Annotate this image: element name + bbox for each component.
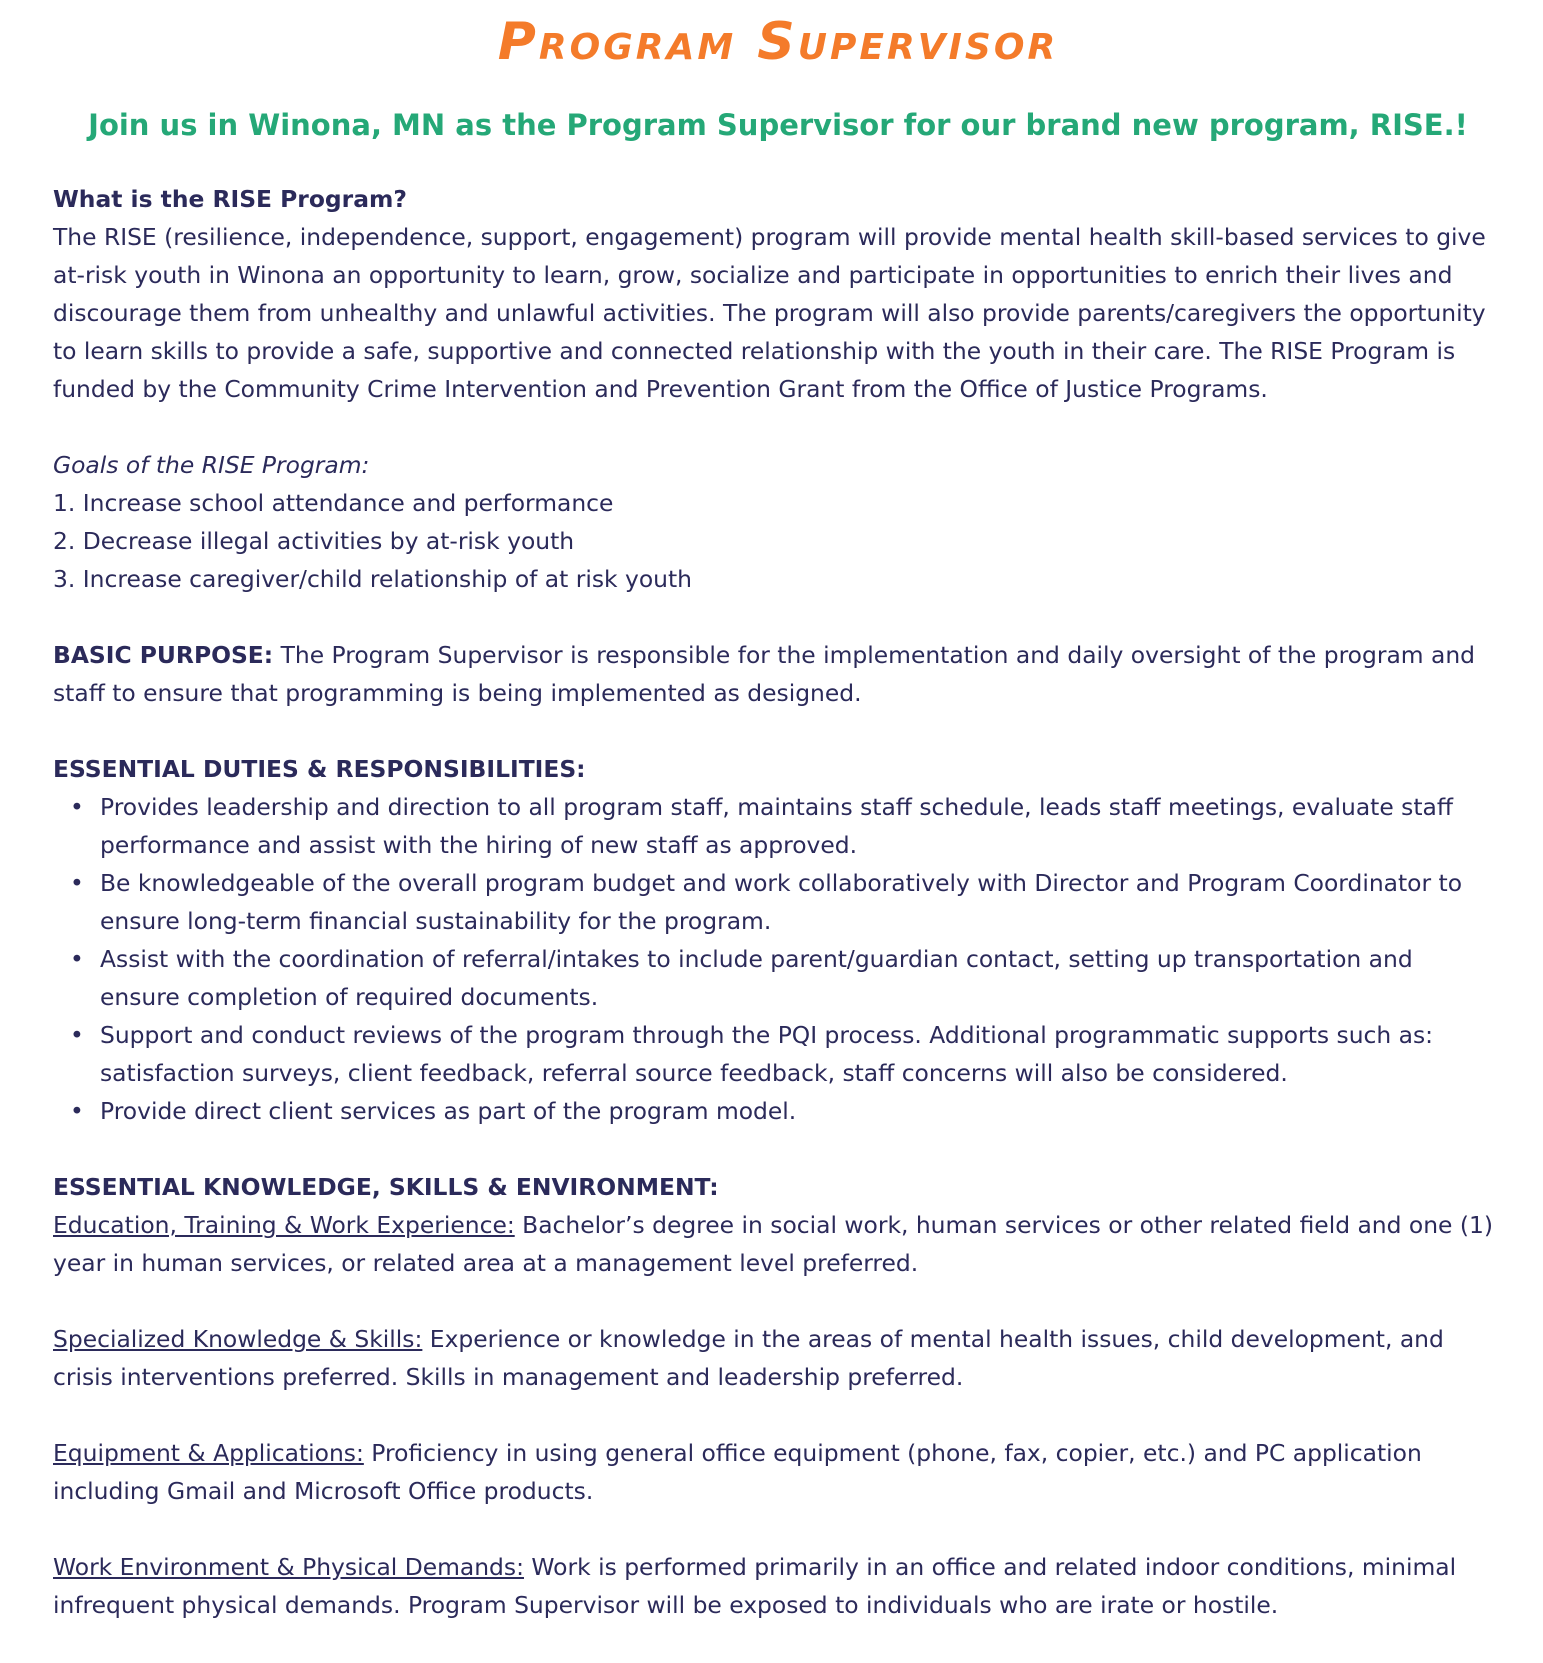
duty-text: Assist with the coordination of referral/intakes to include parent/guardian contact, setting up transportation and ensure completion of required documents. [100,945,1413,1011]
what-is-heading: What is the RISE Program? [53,185,407,213]
duty-item [70,1092,1493,1130]
education-text: Bachelor’s degree in social work, human services or other related field and one (1) year in human services, or related area at a management level preferred. [53,1211,1494,1277]
skills-paragraph [53,1320,1493,1396]
work-environment-text: Work is performed primarily in an office and related indoor conditions, minimal infrequent physical demands. Program Supervisor will be exposed to individuals who are irate or hostile. [53,1553,1457,1619]
goal-item: 3. Increase caregiver/child relationship of at risk youth [53,565,693,593]
page-title: Program Supervisor [497,12,1059,72]
what-is-text: The RISE (resilience, independence, support, engagement) program will provide mental health skill-based services to give at-risk youth in Winona an opportunity to learn, grow, socialize and participate in opportunities to enrich their lives and discourage them from unhealthy and unlawful activities. The program will also provide parents/caregivers the opportunity to learn skills to provide a safe, supportive and connected relationship with the youth in their care. The RISE Program is funded by the Community Crime Intervention and Prevention Grant from the Office of Justice Programs. [53,223,1486,403]
education-label: Education, Training & Work Experience: [53,1211,515,1239]
duty-text: Support and conduct reviews of the program through the PQI process. Additional programmatic supports such as: satisfaction surveys, client feedback, referral source feedback, staff concerns will also be considered. [100,1021,1434,1087]
duties-heading: ESSENTIAL DUTIES & RESPONSIBILITIES: [53,755,586,783]
goals-heading: Goals of the RISE Program: [53,451,370,479]
bullet-icon: • [70,945,84,973]
skills-text: Experience or knowledge in the areas of mental health issues, child development, and crisis interventions preferred. Skills in management and leadership preferred. [53,1325,1444,1391]
duty-item [70,864,1493,940]
knowledge-heading: ESSENTIAL KNOWLEDGE, SKILLS & ENVIRONMENT: [53,1173,719,1201]
duty-text: Provides leadership and direction to all program staff, maintains staff schedule, leads staff meetings, evaluate staff performance and assist with the hiring of new staff as approved. [100,793,1453,859]
equipment-text: Proficiency in using general office equipment (phone, fax, copier, etc.) and PC application including Gmail and Microsoft Office products. [53,1439,1422,1505]
equipment-paragraph [53,1434,1493,1510]
duties-list [53,788,1493,1130]
duty-text: Provide direct client services as part of the program model. [100,1097,797,1125]
duty-item [70,788,1493,864]
basic-purpose-text: The Program Supervisor is responsible for the implementation and daily oversight of the program and staff to ensure that programming is being implemented as designed. [53,641,1476,707]
bullet-icon: • [70,1097,84,1125]
basic-purpose-paragraph [53,636,1493,712]
duty-item [70,1016,1493,1092]
goal-item: 1. Increase school attendance and performance [53,489,614,517]
duty-text: Be knowledgeable of the overall program budget and work collaboratively with Director and Program Coordinator to ensure long-term financial sustainability for the program. [100,869,1463,935]
bullet-icon: • [70,1021,84,1049]
skills-label: Specialized Knowledge & Skills: [53,1325,423,1353]
goal-item: 2. Decrease illegal activities by at-risk youth [53,527,575,555]
work-environment-paragraph [53,1548,1493,1624]
education-paragraph [53,1206,1493,1282]
bullet-icon: • [70,793,84,821]
work-environment-label: Work Environment & Physical Demands: [53,1553,524,1581]
duty-item [70,940,1493,1016]
equipment-label: Equipment & Applications: [53,1439,364,1467]
basic-purpose-label: BASIC PURPOSE: [53,641,274,669]
job-description-body [53,180,1493,1624]
page-subtitle: Join us in Winona, MN as the Program Supervisor for our brand new program, RISE.! [88,108,1468,142]
bullet-icon: • [70,869,84,897]
